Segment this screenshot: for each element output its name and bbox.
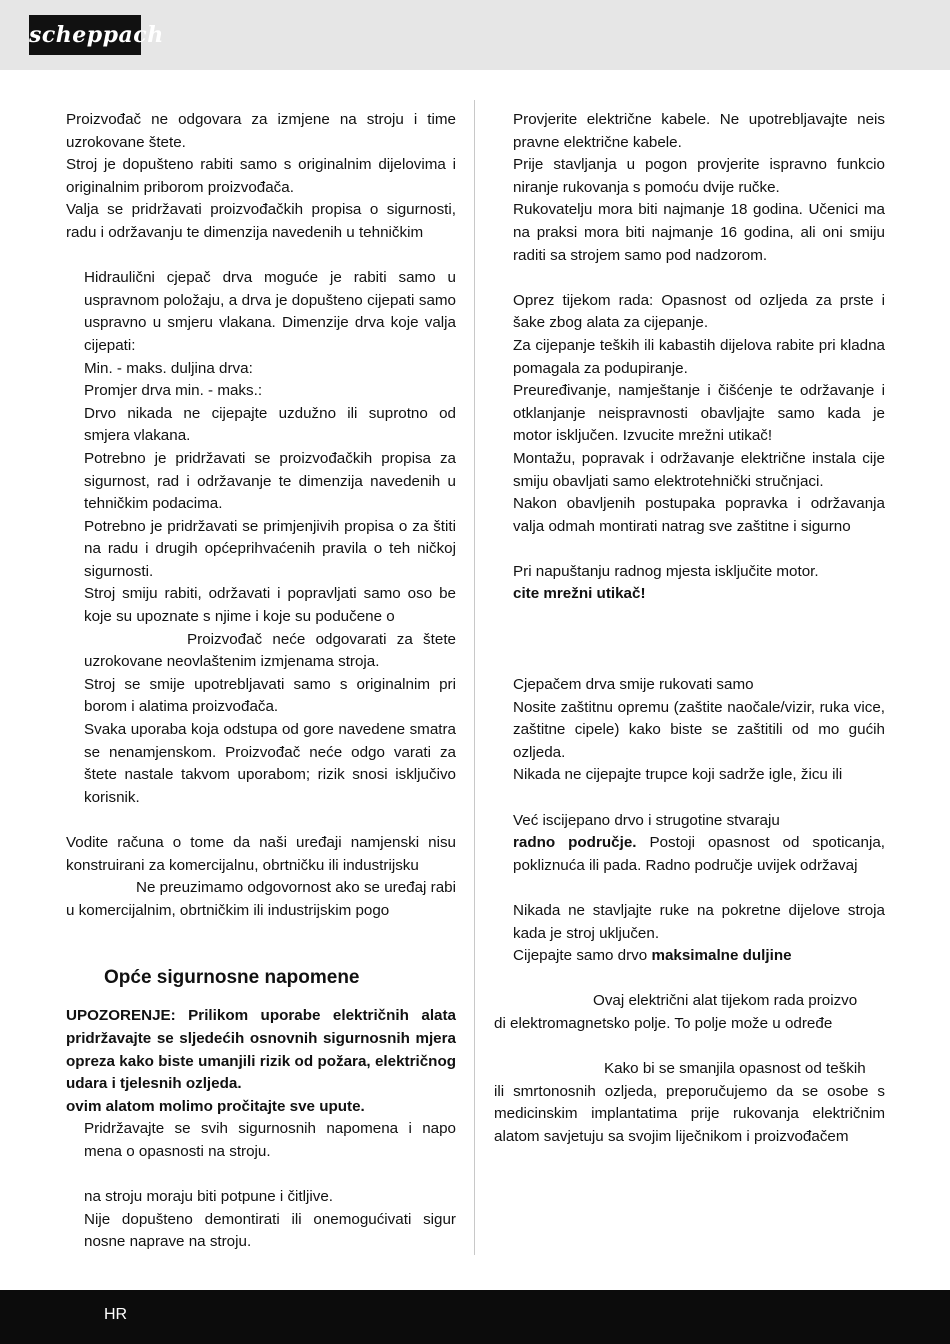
- paragraph: ili smrtonosnih ozljeda, preporučujemo da se osobe s medicinskim implantatima prije rukovanja električnim alatom savjetuju sa svojim liječnikom i proizvođačem: [494, 1082, 885, 1145]
- paragraph: Valja se pridržavati proizvođačkih propisa o sigurnosti, radu i održavanju te dimenzija navedenih u tehničkim: [66, 201, 456, 241]
- footer-band: [0, 1290, 950, 1344]
- list-item: cite mrežni utikač!: [513, 585, 646, 603]
- list-item: Proizvođač neće odgovarati za štete uzrokovane neovlaštenim izmjenama stroja.: [84, 630, 456, 671]
- list-item: Potrebno je pridržavati se proizvođačkih propisa za sigurnost, rad i održavanje te dimenzija navedenih u tehničkim podacima.: [84, 449, 456, 513]
- list-item: Nikada ne stavljajte ruke na pokretne dijelove stroja kada je stroj uključen.: [513, 902, 885, 942]
- brand-logo: scheppach: [29, 15, 141, 55]
- paragraph: Vodite računa o tome da naši uređaji namjenski nisu konstruirani za komercijalnu, obrtničku ili industrijsku: [66, 834, 456, 874]
- paragraph: Kako bi se smanjila opasnost od teških: [604, 1060, 866, 1078]
- list-item: Preuređivanje, namještanje i čišćenje te održavanje i otklanjanje neispravnosti obavljajte samo kada je motor isključen. Izvucite mrežni utikač!: [513, 382, 885, 445]
- section-heading: Opće sigurnosne napomene: [104, 967, 360, 989]
- left-column: [66, 109, 456, 1254]
- paragraph: Ovaj električni alat tijekom rada proizvo: [593, 992, 858, 1010]
- list-item: Pri napuštanju radnog mjesta isključite motor.: [513, 562, 819, 580]
- column-divider: [474, 100, 475, 1255]
- list-item: Nakon obavljenih postupaka popravka i održavanja valja odmah montirati natrag sve zaštitne i sigurno: [513, 495, 885, 535]
- list-item: Potrebno je pridržavati se primjenjivih propisa o za štiti na radu i drugih općeprihvaćenih pravila o teh ničkoj sigurnosti.: [84, 517, 456, 580]
- list-item: Pridržavajte se svih sigurnosnih napomena i napo mena o opasnosti na stroju.: [84, 1120, 456, 1160]
- list-item: Rukovatelju mora biti najmanje 18 godina. Učenici ma na praksi mora biti najmanje 16 godina, ali oni smiju raditi sa strojem samo pod nadzorom.: [513, 201, 885, 264]
- list-item: Stroj smiju rabiti, održavati i popravljati samo oso be koje su upoznate s njime i koje su podučene o: [84, 585, 456, 626]
- list-item: Cjepačem drva smije rukovati samo: [513, 676, 754, 694]
- list-item: Min. - maks. duljina drva:: [84, 359, 253, 377]
- list-item: Oprez tijekom rada: Opasnost od ozljeda za prste i šake zbog alata za cijepanje.: [513, 291, 885, 332]
- right-column: [494, 109, 885, 1149]
- list-item: Već iscijepano drvo i strugotine stvaraju radno područje. Postoji opasnost od spoticanja, pokliznuća ili pada. Radno područje uvijek održavaj: [513, 811, 885, 874]
- paragraph: di elektromagnetsko polje. To polje može u određe: [494, 1014, 833, 1032]
- list-item: Promjer drva min. - maks.:: [84, 382, 263, 400]
- list-item: Cijepajte samo drvo maksimalne duljine: [513, 947, 792, 965]
- list-item: Nije dopušteno demontirati ili onemogućivati sigur nosne naprave na stroju.: [84, 1210, 456, 1251]
- list-item: Drvo nikada ne cijepajte uzdužno ili suprotno od smjera vlakana.: [84, 404, 456, 445]
- list-item: Montažu, popravak i održavanje električne instala cije smiju obavljati samo elektrotehnički stručnjaci.: [513, 449, 885, 490]
- paragraph: Ne preuzimamo odgovornost ako se uređaj rabi u komercijalnim, obrtničkim ili industrijskim pogo: [66, 879, 456, 919]
- warning-text: ovim alatom molimo pročitajte sve upute.: [66, 1097, 365, 1115]
- list-item: Za cijepanje teških ili kabastih dijelova rabite pri kladna pomagala za podupiranje.: [513, 336, 885, 377]
- warning-text: UPOZORENJE: Prilikom uporabe električnih alata pridržavajte se sljedećih osnovnih sigurnosnih mjera opreza kako biste umanjili rizik od požara, električnog udara i tjelesnih ozljeda.: [66, 1007, 456, 1093]
- paragraph: Stroj je dopušteno rabiti samo s originalnim dijelovima i originalnim priborom proizvođača.: [66, 156, 456, 196]
- language-code: HR: [104, 1306, 128, 1323]
- list-item: Prije stavljanja u pogon provjerite ispravno funkcio niranje rukovanja s pomoću dvije ručke.: [513, 156, 885, 196]
- list-item: Svaka uporaba koja odstupa od gore navedene smatra se nenamjenskom. Proizvođač neće odgo varati za štete nastale takvom uporabom; rizik snosi isključivo korisnik.: [84, 721, 456, 806]
- list-item: Provjerite električne kabele. Ne upotrebljavajte neis pravne električne kabele.: [513, 111, 885, 151]
- list-item: Hidraulični cjepač drva moguće je rabiti samo u uspravnom položaju, a drva je dopušteno cijepati samo uspravno u smjeru vlakana. Dimenzije drva koje valja cijepati:: [84, 269, 456, 354]
- list-item: na stroju moraju biti potpune i čitljive.: [84, 1188, 334, 1206]
- list-item: Nikada ne cijepajte trupce koji sadrže igle, žicu ili: [513, 766, 843, 784]
- list-item: Nosite zaštitnu opremu (zaštite naočale/vizir, ruka vice, zaštitne cipele) kako biste se zaštitili od mo gućih ozljeda.: [513, 698, 885, 761]
- paragraph: Proizvođač ne odgovara za izmjene na stroju i time uzrokovane štete.: [66, 111, 456, 151]
- list-item: Stroj se smije upotrebljavati samo s originalnim pri borom i alatima proizvođača.: [84, 675, 456, 716]
